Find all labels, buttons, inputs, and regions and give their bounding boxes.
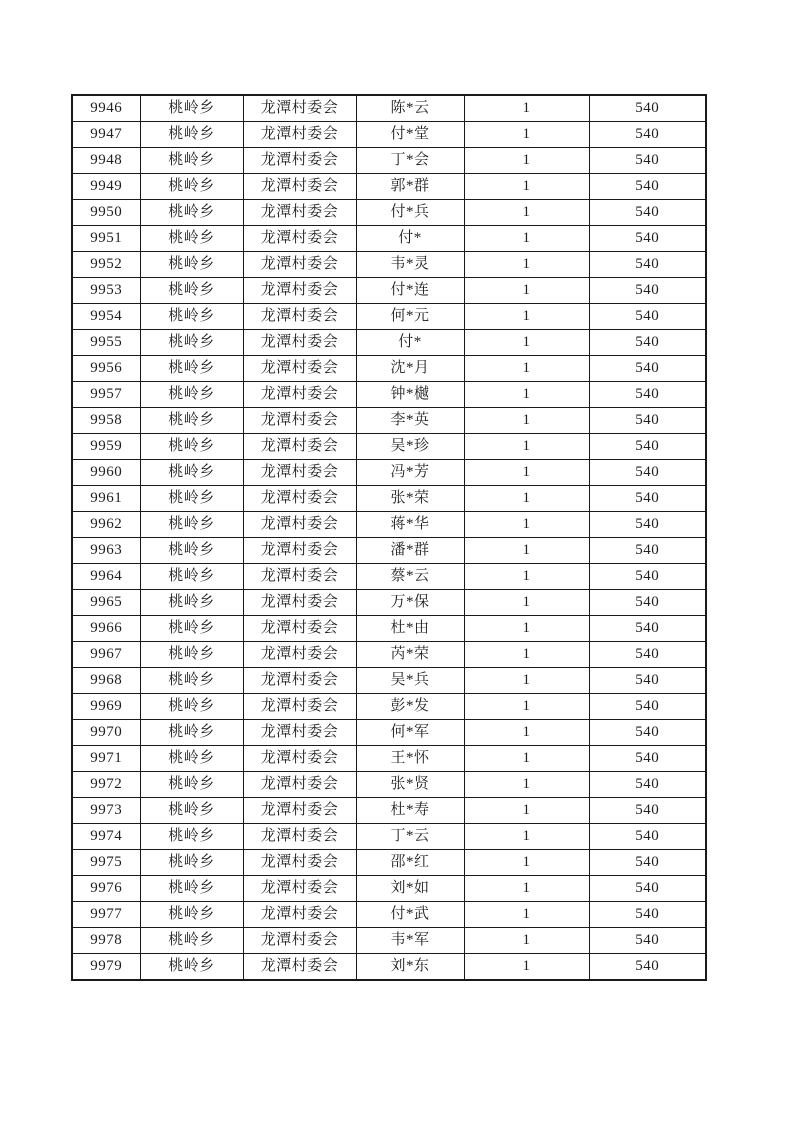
cell-serial: 9965 [72,590,140,616]
cell-township: 桃岭乡 [140,798,243,824]
cell-serial: 9949 [72,174,140,200]
cell-township: 桃岭乡 [140,174,243,200]
cell-serial: 9977 [72,902,140,928]
cell-township: 桃岭乡 [140,122,243,148]
cell-count: 1 [464,824,589,850]
table-row [72,590,706,616]
table-row [72,278,706,304]
cell-village: 龙潭村委会 [243,798,356,824]
cell-serial: 9976 [72,876,140,902]
cell-village: 龙潭村委会 [243,278,356,304]
cell-count: 1 [464,486,589,512]
cell-count: 1 [464,382,589,408]
cell-serial: 9971 [72,746,140,772]
cell-serial: 9954 [72,304,140,330]
cell-serial: 9975 [72,850,140,876]
cell-township: 桃岭乡 [140,642,243,668]
cell-count: 1 [464,850,589,876]
table-row [72,824,706,850]
cell-amount: 540 [589,148,706,174]
table-row [72,772,706,798]
cell-village: 龙潭村委会 [243,590,356,616]
cell-serial: 9962 [72,512,140,538]
cell-township: 桃岭乡 [140,486,243,512]
cell-township: 桃岭乡 [140,538,243,564]
cell-amount: 540 [589,486,706,512]
cell-village: 龙潭村委会 [243,954,356,981]
cell-village: 龙潭村委会 [243,746,356,772]
table-row [72,538,706,564]
cell-count: 1 [464,408,589,434]
table-row [72,122,706,148]
cell-serial: 9979 [72,954,140,981]
table-row [72,486,706,512]
cell-amount: 540 [589,330,706,356]
cell-amount: 540 [589,460,706,486]
table-row [72,226,706,252]
table-row [72,902,706,928]
table-row [72,252,706,278]
table-body [72,95,706,980]
cell-village: 龙潭村委会 [243,850,356,876]
table-row [72,668,706,694]
cell-village: 龙潭村委会 [243,876,356,902]
cell-serial: 9974 [72,824,140,850]
cell-count: 1 [464,148,589,174]
cell-village: 龙潭村委会 [243,486,356,512]
cell-count: 1 [464,512,589,538]
cell-amount: 540 [589,512,706,538]
cell-township: 桃岭乡 [140,148,243,174]
table-row [72,850,706,876]
cell-amount: 540 [589,720,706,746]
cell-village: 龙潭村委会 [243,174,356,200]
cell-name: 付*兵 [356,200,464,226]
cell-name: 吴*兵 [356,668,464,694]
cell-township: 桃岭乡 [140,564,243,590]
cell-count: 1 [464,902,589,928]
cell-count: 1 [464,668,589,694]
cell-amount: 540 [589,746,706,772]
cell-amount: 540 [589,902,706,928]
cell-count: 1 [464,590,589,616]
cell-village: 龙潭村委会 [243,252,356,278]
cell-amount: 540 [589,174,706,200]
cell-township: 桃岭乡 [140,772,243,798]
cell-amount: 540 [589,642,706,668]
cell-village: 龙潭村委会 [243,902,356,928]
cell-name: 冯*芳 [356,460,464,486]
cell-serial: 9959 [72,434,140,460]
cell-township: 桃岭乡 [140,460,243,486]
cell-amount: 540 [589,356,706,382]
cell-serial: 9953 [72,278,140,304]
cell-amount: 540 [589,226,706,252]
cell-amount: 540 [589,850,706,876]
cell-village: 龙潭村委会 [243,226,356,252]
cell-count: 1 [464,460,589,486]
cell-amount: 540 [589,798,706,824]
cell-amount: 540 [589,824,706,850]
cell-amount: 540 [589,538,706,564]
cell-name: 杜*寿 [356,798,464,824]
table-row [72,798,706,824]
cell-name: 彭*发 [356,694,464,720]
cell-village: 龙潭村委会 [243,122,356,148]
cell-count: 1 [464,954,589,981]
cell-count: 1 [464,798,589,824]
cell-name: 万*保 [356,590,464,616]
cell-village: 龙潭村委会 [243,460,356,486]
cell-name: 刘*东 [356,954,464,981]
cell-village: 龙潭村委会 [243,772,356,798]
cell-serial: 9969 [72,694,140,720]
cell-village: 龙潭村委会 [243,356,356,382]
cell-amount: 540 [589,772,706,798]
cell-count: 1 [464,746,589,772]
cell-name: 蔡*云 [356,564,464,590]
cell-serial: 9967 [72,642,140,668]
cell-amount: 540 [589,954,706,981]
cell-count: 1 [464,928,589,954]
cell-count: 1 [464,694,589,720]
cell-count: 1 [464,538,589,564]
cell-name: 何*军 [356,720,464,746]
cell-name: 韦*灵 [356,252,464,278]
cell-village: 龙潭村委会 [243,824,356,850]
cell-name: 张*贤 [356,772,464,798]
cell-township: 桃岭乡 [140,304,243,330]
cell-serial: 9963 [72,538,140,564]
cell-count: 1 [464,642,589,668]
cell-village: 龙潭村委会 [243,148,356,174]
cell-amount: 540 [589,928,706,954]
cell-township: 桃岭乡 [140,278,243,304]
cell-name: 李*英 [356,408,464,434]
cell-name: 吴*珍 [356,434,464,460]
cell-serial: 9978 [72,928,140,954]
cell-serial: 9948 [72,148,140,174]
cell-count: 1 [464,200,589,226]
cell-name: 付*武 [356,902,464,928]
cell-serial: 9966 [72,616,140,642]
cell-name: 邵*红 [356,850,464,876]
cell-amount: 540 [589,200,706,226]
table-row [72,460,706,486]
cell-serial: 9972 [72,772,140,798]
table-row [72,174,706,200]
table-row [72,382,706,408]
cell-serial: 9946 [72,95,140,122]
cell-serial: 9973 [72,798,140,824]
cell-amount: 540 [589,434,706,460]
cell-name: 丁*会 [356,148,464,174]
cell-count: 1 [464,304,589,330]
cell-count: 1 [464,95,589,122]
cell-name: 付* [356,226,464,252]
cell-serial: 9951 [72,226,140,252]
table-row [72,304,706,330]
cell-serial: 9970 [72,720,140,746]
cell-village: 龙潭村委会 [243,408,356,434]
cell-amount: 540 [589,408,706,434]
cell-amount: 540 [589,304,706,330]
cell-amount: 540 [589,95,706,122]
cell-village: 龙潭村委会 [243,382,356,408]
cell-township: 桃岭乡 [140,252,243,278]
cell-township: 桃岭乡 [140,902,243,928]
cell-serial: 9947 [72,122,140,148]
cell-name: 钟*樾 [356,382,464,408]
cell-township: 桃岭乡 [140,356,243,382]
cell-amount: 540 [589,590,706,616]
cell-name: 潘*群 [356,538,464,564]
cell-serial: 9968 [72,668,140,694]
cell-count: 1 [464,278,589,304]
cell-village: 龙潭村委会 [243,512,356,538]
cell-village: 龙潭村委会 [243,200,356,226]
cell-amount: 540 [589,616,706,642]
cell-township: 桃岭乡 [140,330,243,356]
cell-count: 1 [464,876,589,902]
table-row [72,330,706,356]
table-row [72,928,706,954]
table-row [72,746,706,772]
cell-serial: 9958 [72,408,140,434]
cell-amount: 540 [589,668,706,694]
cell-count: 1 [464,174,589,200]
cell-amount: 540 [589,694,706,720]
cell-amount: 540 [589,122,706,148]
table-row [72,148,706,174]
cell-count: 1 [464,772,589,798]
cell-count: 1 [464,616,589,642]
beneficiary-table [71,94,707,981]
cell-name: 何*元 [356,304,464,330]
cell-township: 桃岭乡 [140,876,243,902]
cell-township: 桃岭乡 [140,850,243,876]
cell-township: 桃岭乡 [140,694,243,720]
cell-serial: 9960 [72,460,140,486]
cell-amount: 540 [589,382,706,408]
cell-amount: 540 [589,876,706,902]
cell-township: 桃岭乡 [140,590,243,616]
table-row [72,95,706,122]
cell-township: 桃岭乡 [140,668,243,694]
table-row [72,200,706,226]
cell-township: 桃岭乡 [140,226,243,252]
cell-count: 1 [464,564,589,590]
cell-amount: 540 [589,278,706,304]
cell-name: 韦*军 [356,928,464,954]
cell-amount: 540 [589,252,706,278]
table-row [72,512,706,538]
table-row [72,954,706,981]
cell-village: 龙潭村委会 [243,668,356,694]
cell-amount: 540 [589,564,706,590]
cell-township: 桃岭乡 [140,616,243,642]
cell-township: 桃岭乡 [140,95,243,122]
cell-serial: 9950 [72,200,140,226]
cell-name: 沈*月 [356,356,464,382]
cell-township: 桃岭乡 [140,200,243,226]
cell-serial: 9961 [72,486,140,512]
cell-serial: 9964 [72,564,140,590]
cell-village: 龙潭村委会 [243,304,356,330]
cell-serial: 9955 [72,330,140,356]
cell-name: 芮*荣 [356,642,464,668]
cell-township: 桃岭乡 [140,720,243,746]
cell-village: 龙潭村委会 [243,434,356,460]
table-row [72,408,706,434]
cell-village: 龙潭村委会 [243,95,356,122]
table-row [72,642,706,668]
cell-village: 龙潭村委会 [243,538,356,564]
cell-count: 1 [464,356,589,382]
cell-township: 桃岭乡 [140,824,243,850]
cell-name: 刘*如 [356,876,464,902]
table-row [72,876,706,902]
cell-village: 龙潭村委会 [243,642,356,668]
cell-count: 1 [464,330,589,356]
cell-village: 龙潭村委会 [243,330,356,356]
table-row [72,720,706,746]
cell-village: 龙潭村委会 [243,616,356,642]
cell-township: 桃岭乡 [140,434,243,460]
cell-name: 王*怀 [356,746,464,772]
table-row [72,356,706,382]
cell-township: 桃岭乡 [140,382,243,408]
cell-township: 桃岭乡 [140,928,243,954]
cell-name: 张*荣 [356,486,464,512]
cell-name: 陈*云 [356,95,464,122]
cell-village: 龙潭村委会 [243,694,356,720]
cell-count: 1 [464,226,589,252]
cell-township: 桃岭乡 [140,512,243,538]
cell-township: 桃岭乡 [140,746,243,772]
cell-village: 龙潭村委会 [243,720,356,746]
cell-serial: 9956 [72,356,140,382]
cell-count: 1 [464,720,589,746]
cell-serial: 9952 [72,252,140,278]
cell-name: 郭*群 [356,174,464,200]
cell-name: 付*连 [356,278,464,304]
cell-name: 蒋*华 [356,512,464,538]
cell-count: 1 [464,434,589,460]
cell-name: 丁*云 [356,824,464,850]
cell-serial: 9957 [72,382,140,408]
cell-count: 1 [464,122,589,148]
table-row [72,564,706,590]
cell-name: 杜*由 [356,616,464,642]
cell-village: 龙潭村委会 [243,564,356,590]
cell-township: 桃岭乡 [140,954,243,981]
cell-name: 付* [356,330,464,356]
table-row [72,616,706,642]
cell-count: 1 [464,252,589,278]
table-row [72,694,706,720]
cell-name: 付*堂 [356,122,464,148]
table-row [72,434,706,460]
cell-township: 桃岭乡 [140,408,243,434]
cell-village: 龙潭村委会 [243,928,356,954]
